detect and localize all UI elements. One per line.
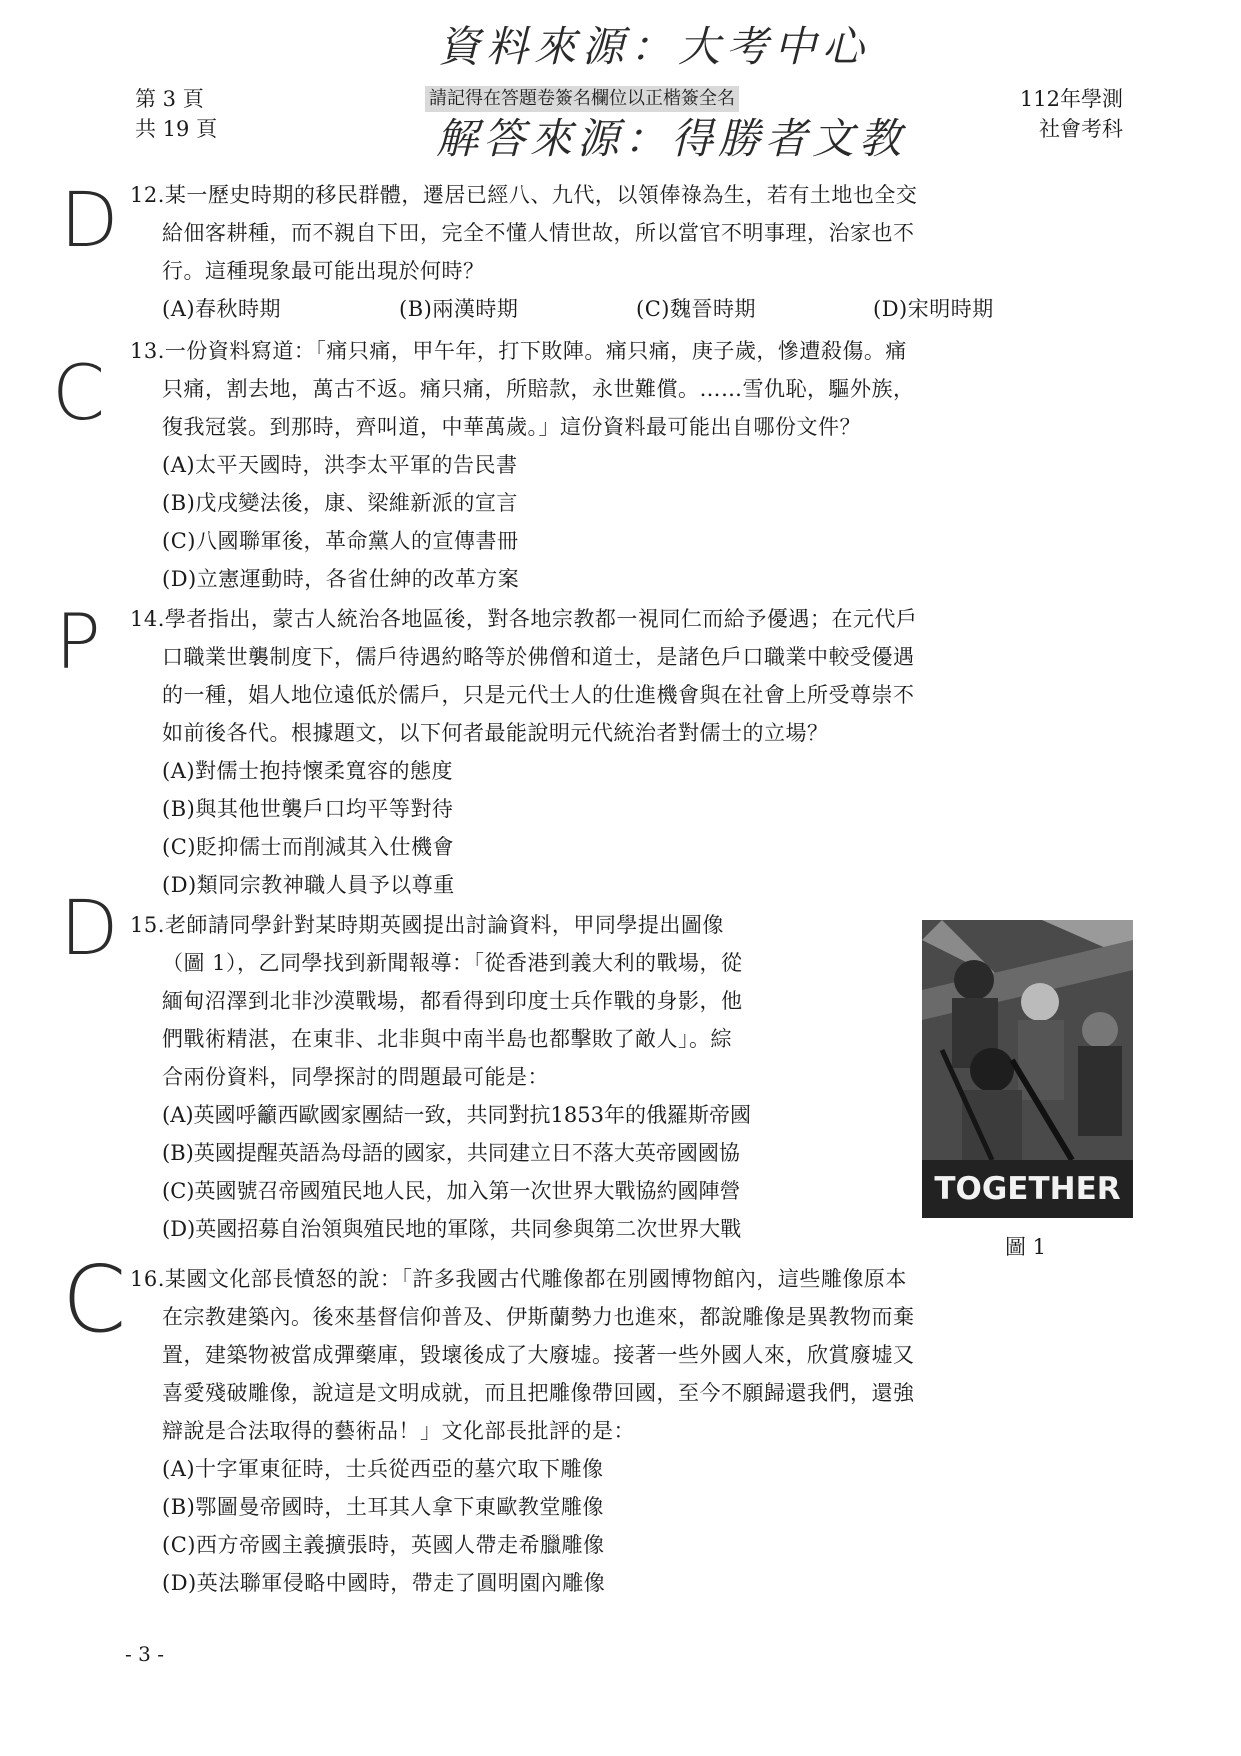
option-b: (B)戊戌變法後，康、梁維新派的宣言 <box>162 491 518 515</box>
option-c: (C)西方帝國主義擴張時，英國人帶走希臘雕像 <box>162 1533 605 1557</box>
option-c: (C)貶抑儒士而削減其入仕機會 <box>162 835 454 859</box>
question-16 <box>130 1260 915 1602</box>
option-d: (D)英國招募自治領與殖民地的軍隊，共同參與第二次世界大戰 <box>162 1217 742 1241</box>
poster-soldiers-illustration <box>922 920 1133 1160</box>
question-12 <box>130 176 1110 328</box>
question-stem-line: 學者指出，蒙古人統治各地區後，對各地宗教都一視同仁而給予優遇；在元代戶 <box>164 607 918 631</box>
question-stem-line: 老師請同學針對某時期英國提出討論資料，甲同學提出圖像 <box>164 913 724 937</box>
page-number-footer: - 3 - <box>125 1642 164 1666</box>
figure-caption: 圖 1 <box>1005 1235 1047 1259</box>
question-stem-line: 某國文化部長憤怒的說：「許多我國古代雕像都在別國博物館內，這些雕像原本 <box>164 1267 907 1291</box>
question-stem-line: 復我冠裳。到那時，齊叫道，中華萬歲。」這份資料最可能出自哪份文件？ <box>162 415 861 439</box>
question-number: 12. <box>130 183 165 207</box>
poster-caption: TOGETHER <box>922 1160 1133 1218</box>
option-b: (B)鄂圖曼帝國時，土耳其人拿下東歐教堂雕像 <box>162 1495 604 1519</box>
question-stem-line: 只痛，割去地，萬古不返。痛只痛，所賠款，永世難償。……雪仇恥，驅外族， <box>162 377 915 401</box>
option-a: (A)十字軍東征時，士兵從西亞的墓穴取下雕像 <box>162 1457 604 1481</box>
option-a: (A)太平天國時，洪李太平軍的告民書 <box>162 453 518 477</box>
answer-mark-q16: C <box>62 1246 127 1353</box>
question-stem-line: 口職業世襲制度下，儒戶待遇約略等於佛僧和道士，是諸色戶口職業中較受優遇 <box>162 645 915 669</box>
question-stem-line: 給佃客耕種，而不親自下田，完全不懂人情世故，所以當官不明事理，治家也不 <box>162 221 915 245</box>
question-stem-line: 合兩份資料，同學探討的問題最可能是： <box>162 1065 549 1089</box>
answer-mark-q13: C <box>52 348 106 437</box>
page-label: 第 3 頁 <box>135 87 204 111</box>
question-stem-line: 緬甸沼澤到北非沙漠戰場，都看得到印度士兵作戰的身影，他 <box>162 989 743 1013</box>
option-d: (D)宋明時期 <box>873 297 994 321</box>
handwritten-source-note: 資料來源：大考中心 <box>438 22 871 71</box>
question-stem-line: 置，建築物被當成彈藥庫，毀壞後成了大廢墟。接著一些外國人來，欣賞廢墟又 <box>162 1343 915 1367</box>
question-15 <box>130 906 910 1248</box>
question-stem-line: 在宗教建築內。後來基督信仰普及、伊斯蘭勢力也進來，都說雕像是異教物而棄 <box>162 1305 915 1329</box>
answer-mark-q12: D <box>60 175 119 264</box>
question-stem-line: 行。這種現象最可能出現於何時？ <box>162 259 485 283</box>
question-stem-line: 一份資料寫道：「痛只痛，甲午年，打下敗陣。痛只痛，庚子歲，慘遭殺傷。痛 <box>164 339 907 363</box>
option-b: (B)英國提醒英語為母語的國家，共同建立日不落大英帝國國協 <box>162 1141 740 1165</box>
question-stem-line: 喜愛殘破雕像，說這是文明成就，而且把雕像帶回國，至今不願歸還我們，還強 <box>162 1381 915 1405</box>
question-stem-line: 如前後各代。根據題文，以下何者最能說明元代統治者對儒士的立場？ <box>162 721 829 745</box>
question-stem-line: 辯說是合法取得的藝術品！」文化部長批評的是： <box>162 1419 635 1443</box>
question-stem-line: （圖 1），乙同學找到新聞報導：「從香港到義大利的戰場，從 <box>162 951 743 975</box>
question-stem-line: 某一歷史時期的移民群體，遷居已經八、九代，以領俸祿為生，若有土地也全交 <box>164 183 918 207</box>
exam-name: 112年學測 <box>1019 87 1123 111</box>
question-stem-line: 的一種，娼人地位遠低於儒戶，只是元代士人的仕進機會與在社會上所受尊崇不 <box>162 683 915 707</box>
option-c: (C)魏晉時期 <box>636 297 756 321</box>
question-stem-line: 們戰術精湛，在東非、北非與中南半島也都擊敗了敵人」。綜 <box>162 1027 732 1051</box>
option-a: (A)春秋時期 <box>162 297 282 321</box>
signature-notice: 請記得在答題卷簽名欄位以正楷簽全名 <box>425 86 739 112</box>
option-d: (D)類同宗教神職人員予以尊重 <box>162 873 455 897</box>
option-b: (B)兩漢時期 <box>399 297 519 321</box>
handwritten-answer-source: 解答來源：得勝者文教 <box>436 114 907 163</box>
option-a: (A)對儒士抱持懷柔寬容的態度 <box>162 759 454 783</box>
option-d: (D)英法聯軍侵略中國時，帶走了圓明園內雕像 <box>162 1571 606 1595</box>
question-number: 15. <box>130 913 165 937</box>
figure-1-poster <box>922 920 1133 1218</box>
option-c: (C)八國聯軍後，革命黨人的宣傳書冊 <box>162 529 519 553</box>
option-a: (A)英國呼籲西歐國家團結一致，共同對抗1853年的俄羅斯帝國 <box>162 1103 751 1127</box>
question-number: 14. <box>130 607 165 631</box>
question-number: 13. <box>130 339 165 363</box>
answer-mark-q14: P <box>55 597 101 686</box>
answer-mark-q15: D <box>60 883 119 972</box>
option-d: (D)立憲運動時，各省仕紳的改革方案 <box>162 567 520 591</box>
total-pages-label: 共 19 頁 <box>135 117 218 141</box>
question-13 <box>130 332 915 598</box>
question-number: 16. <box>130 1267 165 1291</box>
question-14 <box>130 600 917 904</box>
subject-name: 社會考科 <box>1039 117 1123 141</box>
option-c: (C)英國號召帝國殖民地人民，加入第一次世界大戰協約國陣營 <box>162 1179 741 1203</box>
option-b: (B)與其他世襲戶口均平等對待 <box>162 797 454 821</box>
